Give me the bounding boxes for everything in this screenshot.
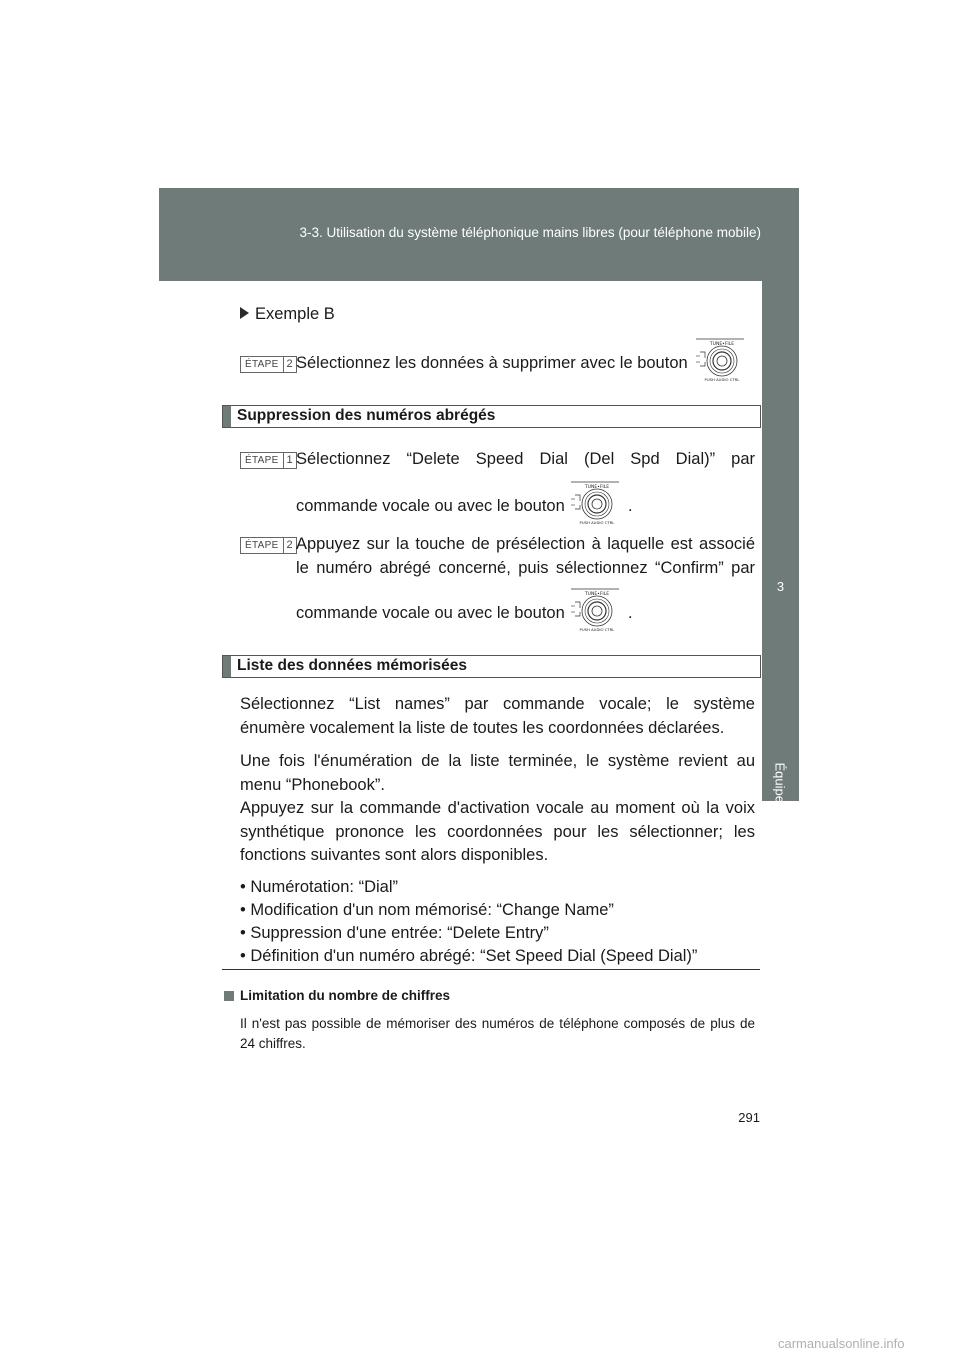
step-badge: ÉTAPE 1 — [240, 452, 297, 469]
page-number: 291 — [738, 1110, 760, 1125]
svg-text:TUNE•FILE: TUNE•FILE — [709, 342, 735, 347]
svg-text:TUNE•FILE: TUNE•FILE — [584, 592, 610, 597]
svg-text:PUSH AUDIO CTRL: PUSH AUDIO CTRL — [579, 520, 615, 525]
step-badge: ÉTAPE 2 — [240, 537, 297, 554]
watermark: carmanualsonline.info — [778, 1336, 905, 1351]
svg-text:TUNE•FILE: TUNE•FILE — [584, 485, 610, 490]
chapter-side-tab — [762, 281, 799, 896]
tune-file-knob-icon — [569, 586, 625, 634]
section-title: Suppression des numéros abrégés — [237, 407, 496, 424]
tune-file-knob-icon — [694, 336, 750, 384]
note-text: Il n'est pas possible de mémoriser des numéros de téléphone composés de plus de 24 chiffres. — [240, 1016, 755, 1051]
para1-line2: énumère vocalement la liste de toutes les coordonnées déclarées. — [240, 719, 725, 737]
sentence-end: . — [628, 604, 633, 622]
section-header-speed-dial — [222, 405, 761, 428]
tune-file-knob-icon — [569, 479, 625, 527]
section-header-stored-data — [222, 655, 761, 678]
step-badge: ÉTAPE 2 — [240, 356, 297, 373]
list-item: • Modification d'un nom mémorisé: “Change Name” — [240, 901, 614, 919]
square-bullet-icon — [224, 991, 234, 1001]
sentence-end: . — [628, 497, 633, 515]
step2-text-line2: le numéro abrégé concerné, puis sélectionnez “Confirm” par — [296, 559, 755, 577]
para2-line2: menu “Phonebook”. — [240, 776, 385, 794]
chapter-header — [159, 188, 799, 281]
para2-line4: synthétique prononce les coordonnées pour les sélectionner; les — [240, 823, 755, 841]
step1-text-line2: commande vocale ou avec le bouton — [296, 497, 565, 515]
divider — [222, 969, 760, 970]
para1-line1: Sélectionnez “List names” par commande vocale; le système — [240, 695, 755, 713]
step2-text-line1: Appuyez sur la touche de présélection à laquelle est associé — [296, 535, 755, 553]
step2-text-line3: commande vocale ou avec le bouton — [296, 604, 565, 622]
chapter-title: 3-3. Utilisation du système téléphonique mains libres (pour téléphone mobile) — [299, 225, 761, 240]
triangle-arrow-icon — [240, 307, 249, 319]
para2-line1: Une fois l'énumération de la liste terminée, le système revient au — [240, 752, 755, 770]
svg-text:PUSH AUDIO CTRL: PUSH AUDIO CTRL — [579, 627, 615, 632]
example-heading: Exemple B — [240, 302, 335, 326]
para2-line5: fonctions suivantes sont alors disponibles. — [240, 846, 549, 864]
example-step-text: Sélectionnez les données à supprimer avec le bouton — [296, 354, 688, 372]
para2-line3: Appuyez sur la commande d'activation vocale au moment où la voix — [240, 799, 755, 817]
svg-text:PUSH AUDIO CTRL: PUSH AUDIO CTRL — [704, 377, 740, 382]
list-item: • Définition d'un numéro abrégé: “Set Speed Dial (Speed Dial)” — [240, 947, 698, 965]
section-title: Liste des données mémorisées — [237, 657, 468, 674]
chapter-number: 3 — [776, 579, 785, 594]
step1-text-line1: Sélectionnez “Delete Speed Dial (Del Spd Dial)” par — [296, 450, 755, 468]
note-title: Limitation du nombre de chiffres — [224, 988, 450, 1003]
chapter-label: Équipements intérieurs — [772, 762, 788, 896]
list-item: • Suppression d'une entrée: “Delete Entry” — [240, 924, 549, 942]
list-item: • Numérotation: “Dial” — [240, 878, 398, 896]
